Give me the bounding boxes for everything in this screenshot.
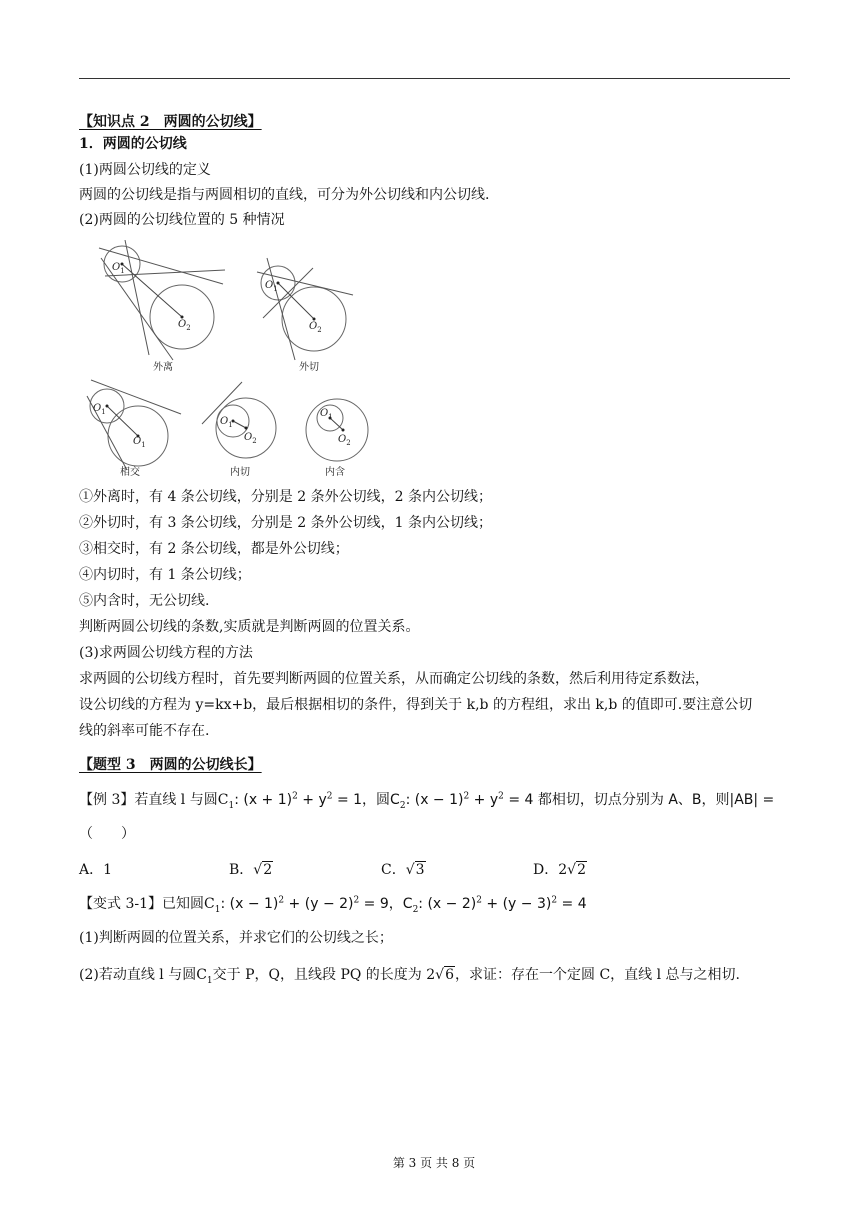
example-3: 【例 3】若直线 l 与圆$C_1$: $(x + 1)^2 + y^2 = 1$，圆$C_2$: $(x - 1)^2 + y^2 = 4$ 都相切，切点分别为 A、B，则|AB| =	[79, 791, 775, 811]
label-o2: $O_2$	[178, 319, 191, 332]
question-type-tag: 【题型 3 两圆的公切线长】	[79, 757, 262, 773]
page-footer: 第 3 页 共 8 页	[392, 1156, 476, 1170]
list-item: ③相交时，有 2 条公切线，都是外公切线；	[79, 541, 349, 557]
paragraph: 两圆的公切线是指与两圆相切的直线，可分为外公切线和内公切线.	[79, 187, 490, 203]
label-o1: $O_1$	[93, 403, 106, 416]
option-b: B．√2	[229, 862, 273, 878]
figure-separate	[95, 240, 235, 375]
label-o2: $O_1$	[133, 436, 146, 449]
option-a: A．1	[79, 862, 113, 878]
label-o1: $O_1$	[220, 416, 233, 429]
section-tag: 【知识点 2 两圆的公切线】	[79, 114, 262, 130]
caption-internal-tangent: 内切	[230, 467, 250, 478]
figure-external-tangent	[255, 250, 365, 375]
paragraph: (2)两圆的公切线位置的 5 种情况	[79, 212, 285, 228]
variant-3-1: 【变式 3-1】已知圆$C_1$: $(x - 1)^2 + (y - 2)^2 = 9$，$C_2$: $(x - 2)^2 + (y - 3)^2 = 4$	[79, 895, 587, 915]
label-o2: $O_2$	[309, 321, 322, 334]
label-o1: $O_1$	[112, 262, 125, 275]
answer-paren: （ ）	[79, 826, 135, 842]
paragraph: 判断两圆公切线的条数,实质就是判断两圆的位置关系。	[79, 619, 420, 635]
figure-contained	[300, 378, 380, 478]
figure-intersecting	[85, 378, 185, 478]
option-d: D．2√2	[533, 862, 586, 878]
list-item: ①外离时，有 4 条公切线，分别是 2 条外公切线，2 条内公切线；	[79, 489, 492, 505]
question-1: (1)判断两圆的位置关系，并求它们的公切线之长；	[79, 930, 393, 946]
label-o1: $O_1$	[320, 408, 333, 421]
caption-contained: 内含	[325, 467, 345, 478]
list-item: ⑤内含时，无公切线.	[79, 593, 210, 609]
label-o1: $O_1$	[265, 280, 278, 293]
label-o2: $O_2$	[244, 432, 257, 445]
label-o2: $O_2$	[338, 434, 351, 447]
heading: 1．两圆的公切线	[79, 136, 187, 152]
paragraph: 求两圆的公切线方程时，首先要判断两圆的位置关系，从而确定公切线的条数，然后利用待定系数法，	[79, 671, 709, 687]
header-rule	[79, 78, 790, 79]
caption-intersecting: 相交	[120, 467, 140, 478]
list-item: ④内切时，有 1 条公切线；	[79, 567, 251, 583]
figure-internal-tangent	[198, 378, 288, 478]
caption-external-tangent: 外切	[299, 362, 319, 373]
paragraph: (3)求两圆公切线方程的方法	[79, 645, 253, 661]
question-2: (2)若动直线 l 与圆$C_1$交于 P，Q，且线段 PQ 的长度为 2√6，求证：存在一个定圆 C，直线 l 总与之相切.	[79, 967, 741, 986]
paragraph: 线的斜率可能不存在.	[79, 723, 210, 739]
paragraph: (1)两圆公切线的定义	[79, 162, 211, 178]
paragraph: 设公切线的方程为 y=kx+b，最后根据相切的条件，得到关于 k,b 的方程组，求出 k,b 的值即可.要注意公切	[79, 697, 753, 713]
caption-separate: 外离	[153, 362, 173, 373]
option-c: C．√3	[381, 862, 425, 878]
list-item: ②外切时，有 3 条公切线，分别是 2 条外公切线，1 条内公切线；	[79, 515, 492, 531]
